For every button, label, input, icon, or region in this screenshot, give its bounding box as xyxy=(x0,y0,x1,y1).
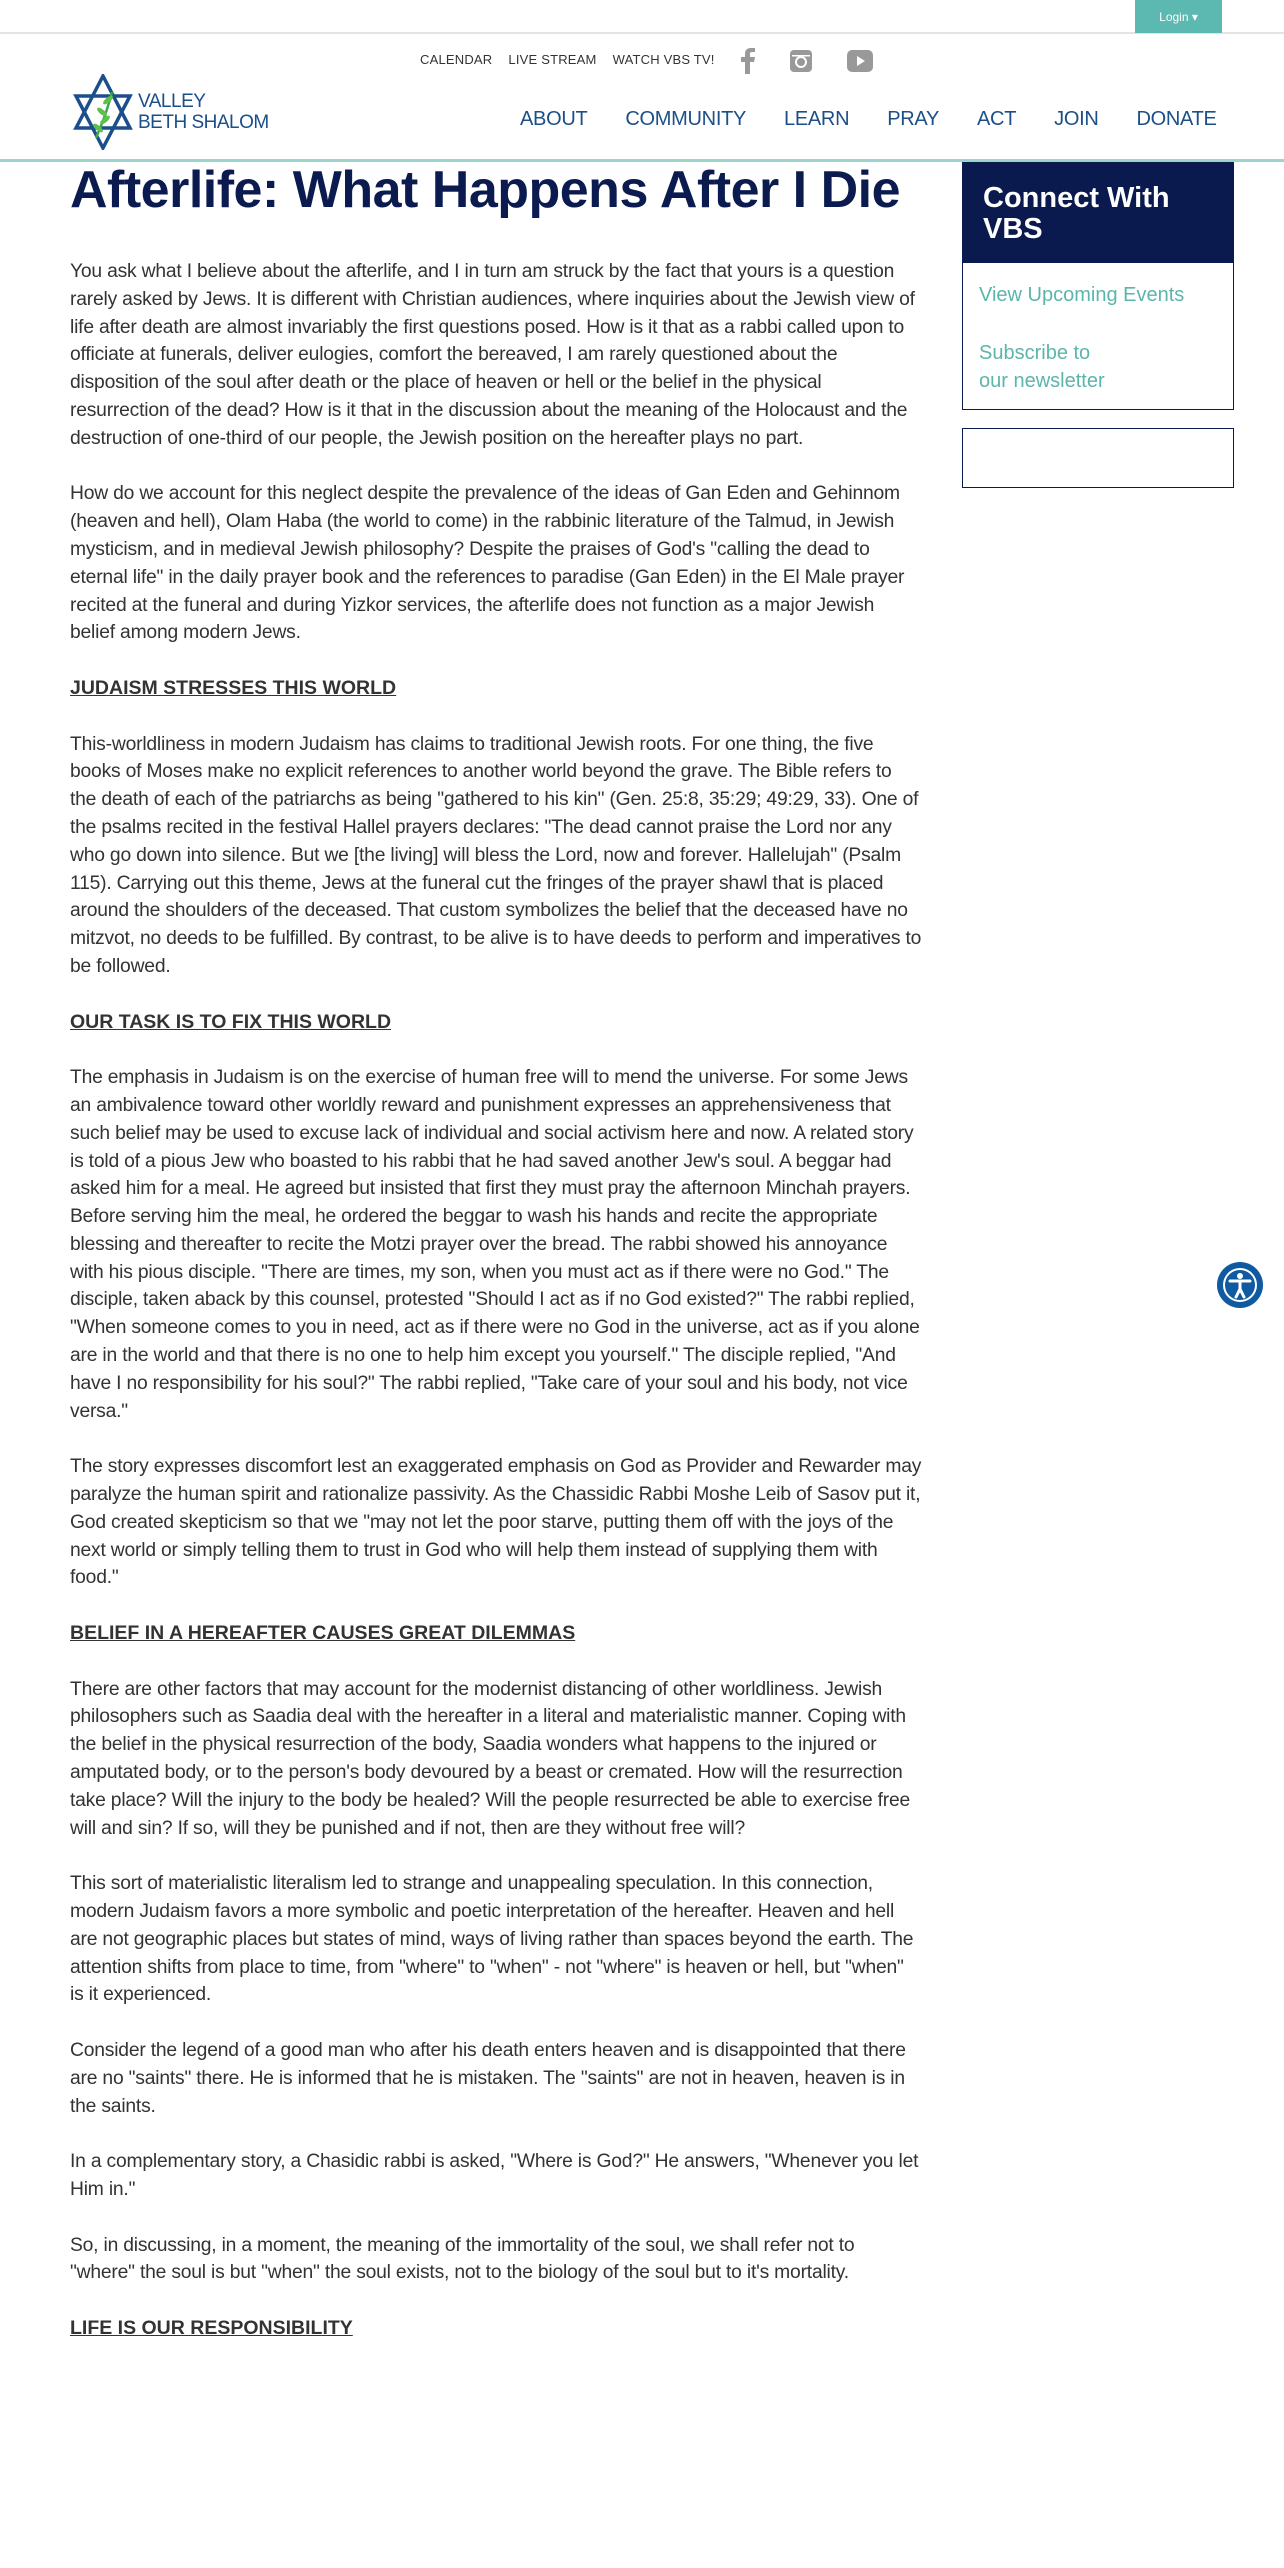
logo-text xyxy=(138,91,269,133)
nav-learn[interactable]: LEARN xyxy=(784,108,850,130)
connect-title: Connect With VBS xyxy=(963,163,1233,263)
section-heading: JUDAISM STRESSES THIS WORLD xyxy=(70,676,397,699)
utility-nav xyxy=(420,52,715,67)
live-stream-link[interactable]: LIVE STREAM xyxy=(508,52,597,67)
paragraph: This-worldliness in modern Judaism has claims to traditional Jewish roots. For one thing, the five books of Moses make no explicit references to another world beyond the grave. The Bible refers to the death of each of the patriarchs as being "gathered to his kin" (Gen. 25:8, 35:29; 49:29, 33). One of the psalms recited in the festival Hallel prayers declares: "The dead cannot praise the Lord nor any who go down into silence. But we [the living] will bless the Lord, now and forever. Hallelujah" (Psalm 115). Carrying out this theme, Jews at the funeral cut the fringes of the prayer shawl that is placed around the shoulders of the deceased. That custom symbolizes the belief that the deceased have no mitzvot, no deeds to be fulfilled. By contrast, to be alive is to have deeds to perform and imperatives to be followed. xyxy=(70,733,922,977)
facebook-icon[interactable] xyxy=(733,46,763,76)
paragraph: Consider the legend of a good man who after his death enters heaven and is disappointed that there are no "saints" there. He is informed that he is mistaken. The "saints" are not in heaven, heaven is in the saints. xyxy=(70,2040,906,2117)
nav-donate[interactable]: DONATE xyxy=(1136,108,1217,130)
paragraph: How do we account for this neglect despite the prevalence of the ideas of Gan Eden and Gehinnom (heaven and hell), Olam Haba (the world to come) in the rabbinic literature of the Talmud, in Jewish mysticism, and in medieval Jewish philosophy? Despite the praises of God's "calling the dead to eternal life" in the daily prayer book and the references to paradise (Gan Eden) in the El Male prayer recited at the funeral and during Yizkor services, the afterlife does not function as a major Jewish belief among modern Jews. xyxy=(70,483,905,644)
accessibility-button[interactable] xyxy=(1217,1262,1263,1308)
paragraph: You ask what I believe about the afterlife, and I in turn am struck by the fact that yours is a question rarely asked by Jews. It is different with Christian audiences, where inquiries about the Jewish view of life after death are almost invariably the first questions posed. How is it that as a rabbi called upon to officiate at funerals, deliver eulogies, comfort the bereaved, I am rarely questioned about the disposition of the soul after death or the place of heaven or hell or the belief in the physical resurrection of the dead? How is it that in the discussion about the meaning of the Holocaust and the destruction of one-third of our people, the Jewish position on the hereafter plays no part. xyxy=(70,261,915,449)
article xyxy=(70,162,922,2371)
section-heading: BELIEF IN A HEREAFTER CAUSES GREAT DILEMMAS xyxy=(70,1622,576,1645)
paragraph: There are other factors that may account for the modernist distancing of other worldliness. Jewish philosophers such as Saadia deal with the hereafter in a literal and materialistic manner. Coping with the belief in the physical resurrection of the body, Saadia wonders what happens to the injured or amputated body, or to the person's body devoured by a beast or cremated. How will the resurrection take place? Will the injury to the body be healed? Will the people resurrected be able to exercise free will and sin? If so, will they be punished and if not, then are they without free will? xyxy=(70,1678,911,1839)
watch-vbs-tv-link[interactable]: WATCH VBS TV! xyxy=(612,52,715,67)
view-events-link[interactable]: View Upcoming Events xyxy=(979,284,1185,306)
subscribe-newsletter-link[interactable] xyxy=(979,339,1217,395)
instagram-icon[interactable] xyxy=(786,46,816,76)
login-button[interactable]: Login ▾ xyxy=(1135,0,1222,33)
nav-join[interactable]: JOIN xyxy=(1054,108,1099,130)
paragraph: This sort of materialistic literalism led to strange and unappealing speculation. In this connection, modern Judaism favors a more symbolic and poetic interpretation of the hereafter. Heaven and hell are not geographic places but states of mind, ways of living rather than spaces beyond the earth. The attention shifts from place to time, from "where" to "when" - not "where" is heaven or hell, but "when" is it experienced. xyxy=(70,1873,914,2006)
top-bar xyxy=(0,0,1284,34)
logo-line-2: BETH SHALOM xyxy=(138,112,269,133)
subscribe-line-2: our newsletter xyxy=(979,370,1105,392)
subscribe-line-1: Subscribe to xyxy=(979,342,1091,364)
accessibility-icon xyxy=(1220,1265,1260,1305)
youtube-icon[interactable] xyxy=(845,46,875,76)
main-nav xyxy=(520,108,1217,131)
vbs-logo[interactable] xyxy=(72,74,269,150)
logo-line-1: VALLEY xyxy=(138,91,206,112)
connect-links xyxy=(963,263,1233,409)
empty-widget xyxy=(962,428,1234,488)
star-of-david-icon xyxy=(72,74,134,150)
paragraph: The emphasis in Judaism is on the exercise of human free will to mend the universe. For some Jews an ambivalence toward other worldly reward and punishment expresses an apprehensiveness that such belief may be used to excuse lack of individual and social activism here and now. A related story is told of a pious Jew who boasted to his rabbi that he had saved another Jew's soul. A beggar had asked him for a meal. He agreed but insisted that first they must pray the afternoon Minchah prayers. Before serving him the meal, he ordered the beggar to wash his hands and recite the appropriate blessing and thereafter to recite the Motzi prayer over the bread. The rabbi showed his annoyance with his pious disciple. "There are times, my son, when you must act as if there were no God." The disciple, taken aback by this counsel, protested "Should I act as if no God existed?" The rabbi replied, "When someone comes to you in need, act as if there were no God in the universe, act as if you alone are in the world and that there is no one to help him except you yourself." The disciple replied, "And have I no responsibility for his soul?" The rabbi replied, "Take care of your soul and his body, not vice versa." xyxy=(70,1067,920,1422)
connect-widget xyxy=(962,162,1234,410)
page-title: Afterlife: What Happens After I Die xyxy=(70,161,900,219)
paragraph: So, in discussing, in a moment, the meaning of the immortality of the soul, we shall refer not to "where" the soul is but "when" the soul exists, not to the biology of the soul but to it's mortality. xyxy=(70,2234,855,2284)
nav-community[interactable]: COMMUNITY xyxy=(625,108,747,130)
section-heading: OUR TASK IS TO FIX THIS WORLD xyxy=(70,1010,392,1033)
nav-pray[interactable]: PRAY xyxy=(887,108,940,130)
nav-about[interactable]: ABOUT xyxy=(520,108,588,130)
article-body xyxy=(70,258,922,2343)
paragraph: The story expresses discomfort lest an exaggerated emphasis on God as Provider and Rewarder may paralyze the human spirit and rationalize passivity. As the Chassidic Rabbi Moshe Leib of Sasov put it, God created skepticism so that we "may not let the poor starve, putting them off with the joys of the next world or simply telling them to trust in God who will help them instead of supplying them with food." xyxy=(70,1456,922,1589)
calendar-link[interactable]: CALENDAR xyxy=(420,52,493,67)
paragraph: In a complementary story, a Chasidic rabbi is asked, "Where is God?" He answers, "Whenever you let Him in." xyxy=(70,2151,919,2200)
nav-act[interactable]: ACT xyxy=(977,108,1017,130)
section-heading: LIFE IS OUR RESPONSIBILITY xyxy=(70,2316,353,2339)
